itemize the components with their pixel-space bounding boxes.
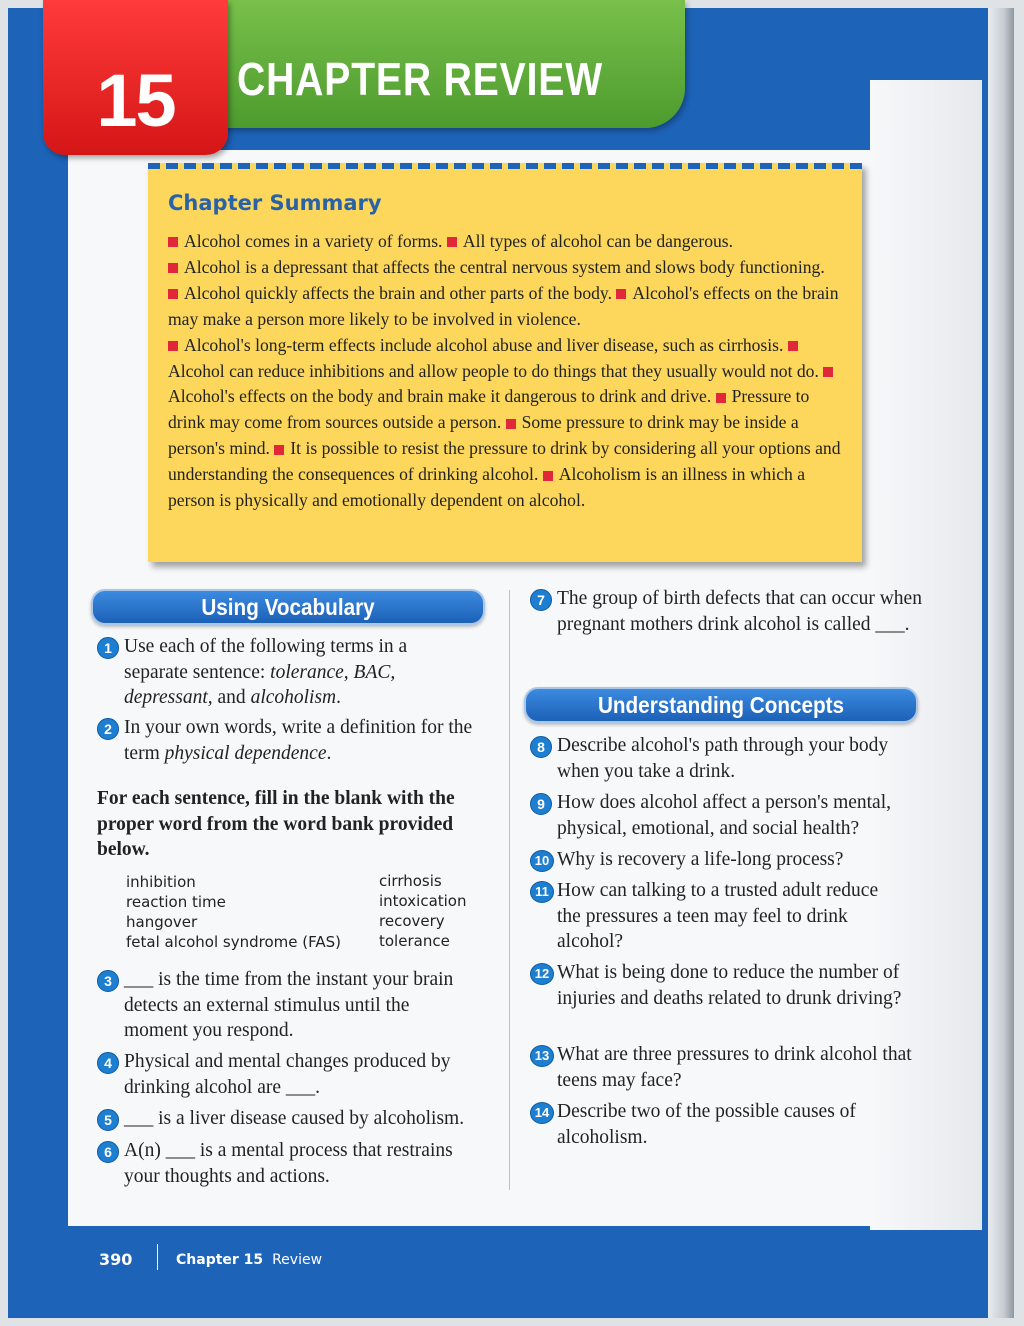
word-bank-term: inhibition [126, 873, 196, 891]
question-number-badge: 2 [97, 718, 119, 740]
summary-sentence: Alcohol comes in a variety of forms. [184, 231, 443, 251]
question-text: Describe alcohol's path through your body when you take a drink. [557, 735, 889, 782]
question-number-badge: 5 [97, 1109, 119, 1131]
footer-chapter-label: Chapter 15 Review [176, 1252, 323, 1268]
summary-sentence: Alcohol quickly affects the brain and other parts of the body. [184, 282, 612, 303]
column-divider [509, 590, 510, 1190]
question-number-badge: 1 [97, 637, 119, 659]
word-bank-right [379, 871, 467, 951]
chapter-title-bar [215, 0, 685, 128]
using-vocabulary-banner [91, 589, 485, 625]
question-number-badge: 12 [530, 963, 554, 985]
word-bank-term: fetal alcohol syndrome (FAS) [126, 933, 342, 951]
word-bank-term: cirrhosis [379, 872, 442, 890]
bullet-icon [447, 237, 457, 247]
summary-sentence: Alcohol can reduce inhibitions and allow people to do things that they usually would not do. [168, 360, 819, 381]
footer-divider [157, 1244, 158, 1270]
question-text: How does alcohol affect a person's mental, physical, emotional, and social health? [557, 792, 892, 839]
bullet-icon [506, 419, 516, 429]
bullet-icon [543, 471, 553, 481]
word-bank-term: reaction time [126, 893, 226, 911]
question-text: In your own words, write a definition for the term physical dependence. [124, 717, 473, 764]
word-bank-left [126, 872, 341, 952]
summary-sentence: All types of alcohol can be dangerous. [462, 231, 734, 251]
word-bank-term: intoxication [379, 892, 467, 910]
chapter-title: CHAPTER REVIEW [237, 53, 604, 105]
question-number-badge: 13 [530, 1045, 554, 1067]
bullet-icon [274, 445, 284, 455]
question-number-badge: 11 [530, 881, 554, 903]
word-bank-term: recovery [379, 912, 445, 930]
summary-sentence: Alcohol's effects on the brain may make a person more likely to be involved in violence. [168, 282, 839, 329]
page-gutter [988, 8, 1014, 1318]
question-text: A(n) ___ is a mental process that restrains your thoughts and actions. [124, 1140, 453, 1187]
chapter-number-tab [43, 0, 228, 155]
summary-text [168, 229, 844, 514]
bullet-icon [823, 367, 833, 377]
question-text: How can talking to a trusted adult reduce the pressures a teen may feel to drink alcohol? [557, 880, 879, 952]
bullet-icon [788, 341, 798, 351]
page-number: 390 [99, 1250, 133, 1269]
bullet-icon [168, 263, 178, 273]
question-number-badge: 9 [530, 793, 552, 815]
bullet-icon [168, 237, 178, 247]
question-number-badge: 8 [530, 736, 552, 758]
section-heading: Understanding Concepts [597, 692, 845, 718]
summary-sentence: Alcohol's effects on the body and brain make it dangerous to drink and drive. [168, 386, 712, 407]
question-text: Describe two of the possible causes of alcoholism. [557, 1101, 856, 1148]
word-bank-instructions: For each sentence, fill in the blank with the proper word from the word bank provided below. [97, 788, 455, 860]
question-text: ___ is the time from the instant your brain detects an external stimulus until the moment you respond. [124, 969, 454, 1041]
bullet-icon [716, 393, 726, 403]
bullet-icon [168, 341, 178, 351]
question-text: What is being done to reduce the number of injuries and deaths related to drunk driving? [557, 962, 902, 1009]
question-text: Use each of the following terms in a separate sentence: tolerance, BAC, depressant, and alcoholism. [124, 636, 408, 708]
question-number-badge: 3 [97, 970, 119, 992]
question-number-badge: 4 [97, 1052, 119, 1074]
question-number-badge: 6 [97, 1141, 119, 1163]
question-number-badge: 14 [530, 1102, 554, 1124]
question-text: What are three pressures to drink alcohol that teens may face? [557, 1044, 912, 1091]
chapter-number: 15 [96, 59, 175, 142]
bullet-icon [616, 289, 626, 299]
summary-sentence: Alcoholism is an illness in which a person is physically and emotionally dependent on alcohol. [168, 464, 806, 511]
bullet-icon [168, 289, 178, 299]
summary-sentence: It is possible to resist the pressure to drink by considering all your options and understanding the consequences of drinking alcohol. [168, 438, 841, 485]
word-bank-term: hangover [126, 913, 198, 931]
understanding-concepts-banner [524, 687, 918, 723]
summary-sentence: Pressure to drink may come from sources outside a person. [168, 386, 810, 433]
summary-heading: Chapter Summary [168, 191, 382, 215]
word-bank-term: tolerance [379, 932, 450, 950]
question-number-badge: 10 [530, 850, 554, 872]
summary-sentence: Alcohol is a depressant that affects the central nervous system and slows body functioning. [184, 256, 825, 277]
question-text: ___ is a liver disease caused by alcoholism. [124, 1108, 465, 1129]
question-text: Why is recovery a life-long process? [557, 849, 844, 870]
question-number-badge: 7 [530, 589, 552, 611]
question-text: The group of birth defects that can occur when pregnant mothers drink alcohol is called ___. [557, 588, 922, 635]
summary-sentence: Alcohol's long-term effects include alcohol abuse and liver disease, such as cirrhosis. [184, 334, 784, 355]
question-text: Physical and mental changes produced by drinking alcohol are ___. [124, 1051, 451, 1098]
section-heading: Using Vocabulary [201, 594, 375, 620]
chapter-summary-box [148, 163, 862, 562]
summary-sentence: Some pressure to drink may be inside a person's mind. [168, 412, 799, 459]
